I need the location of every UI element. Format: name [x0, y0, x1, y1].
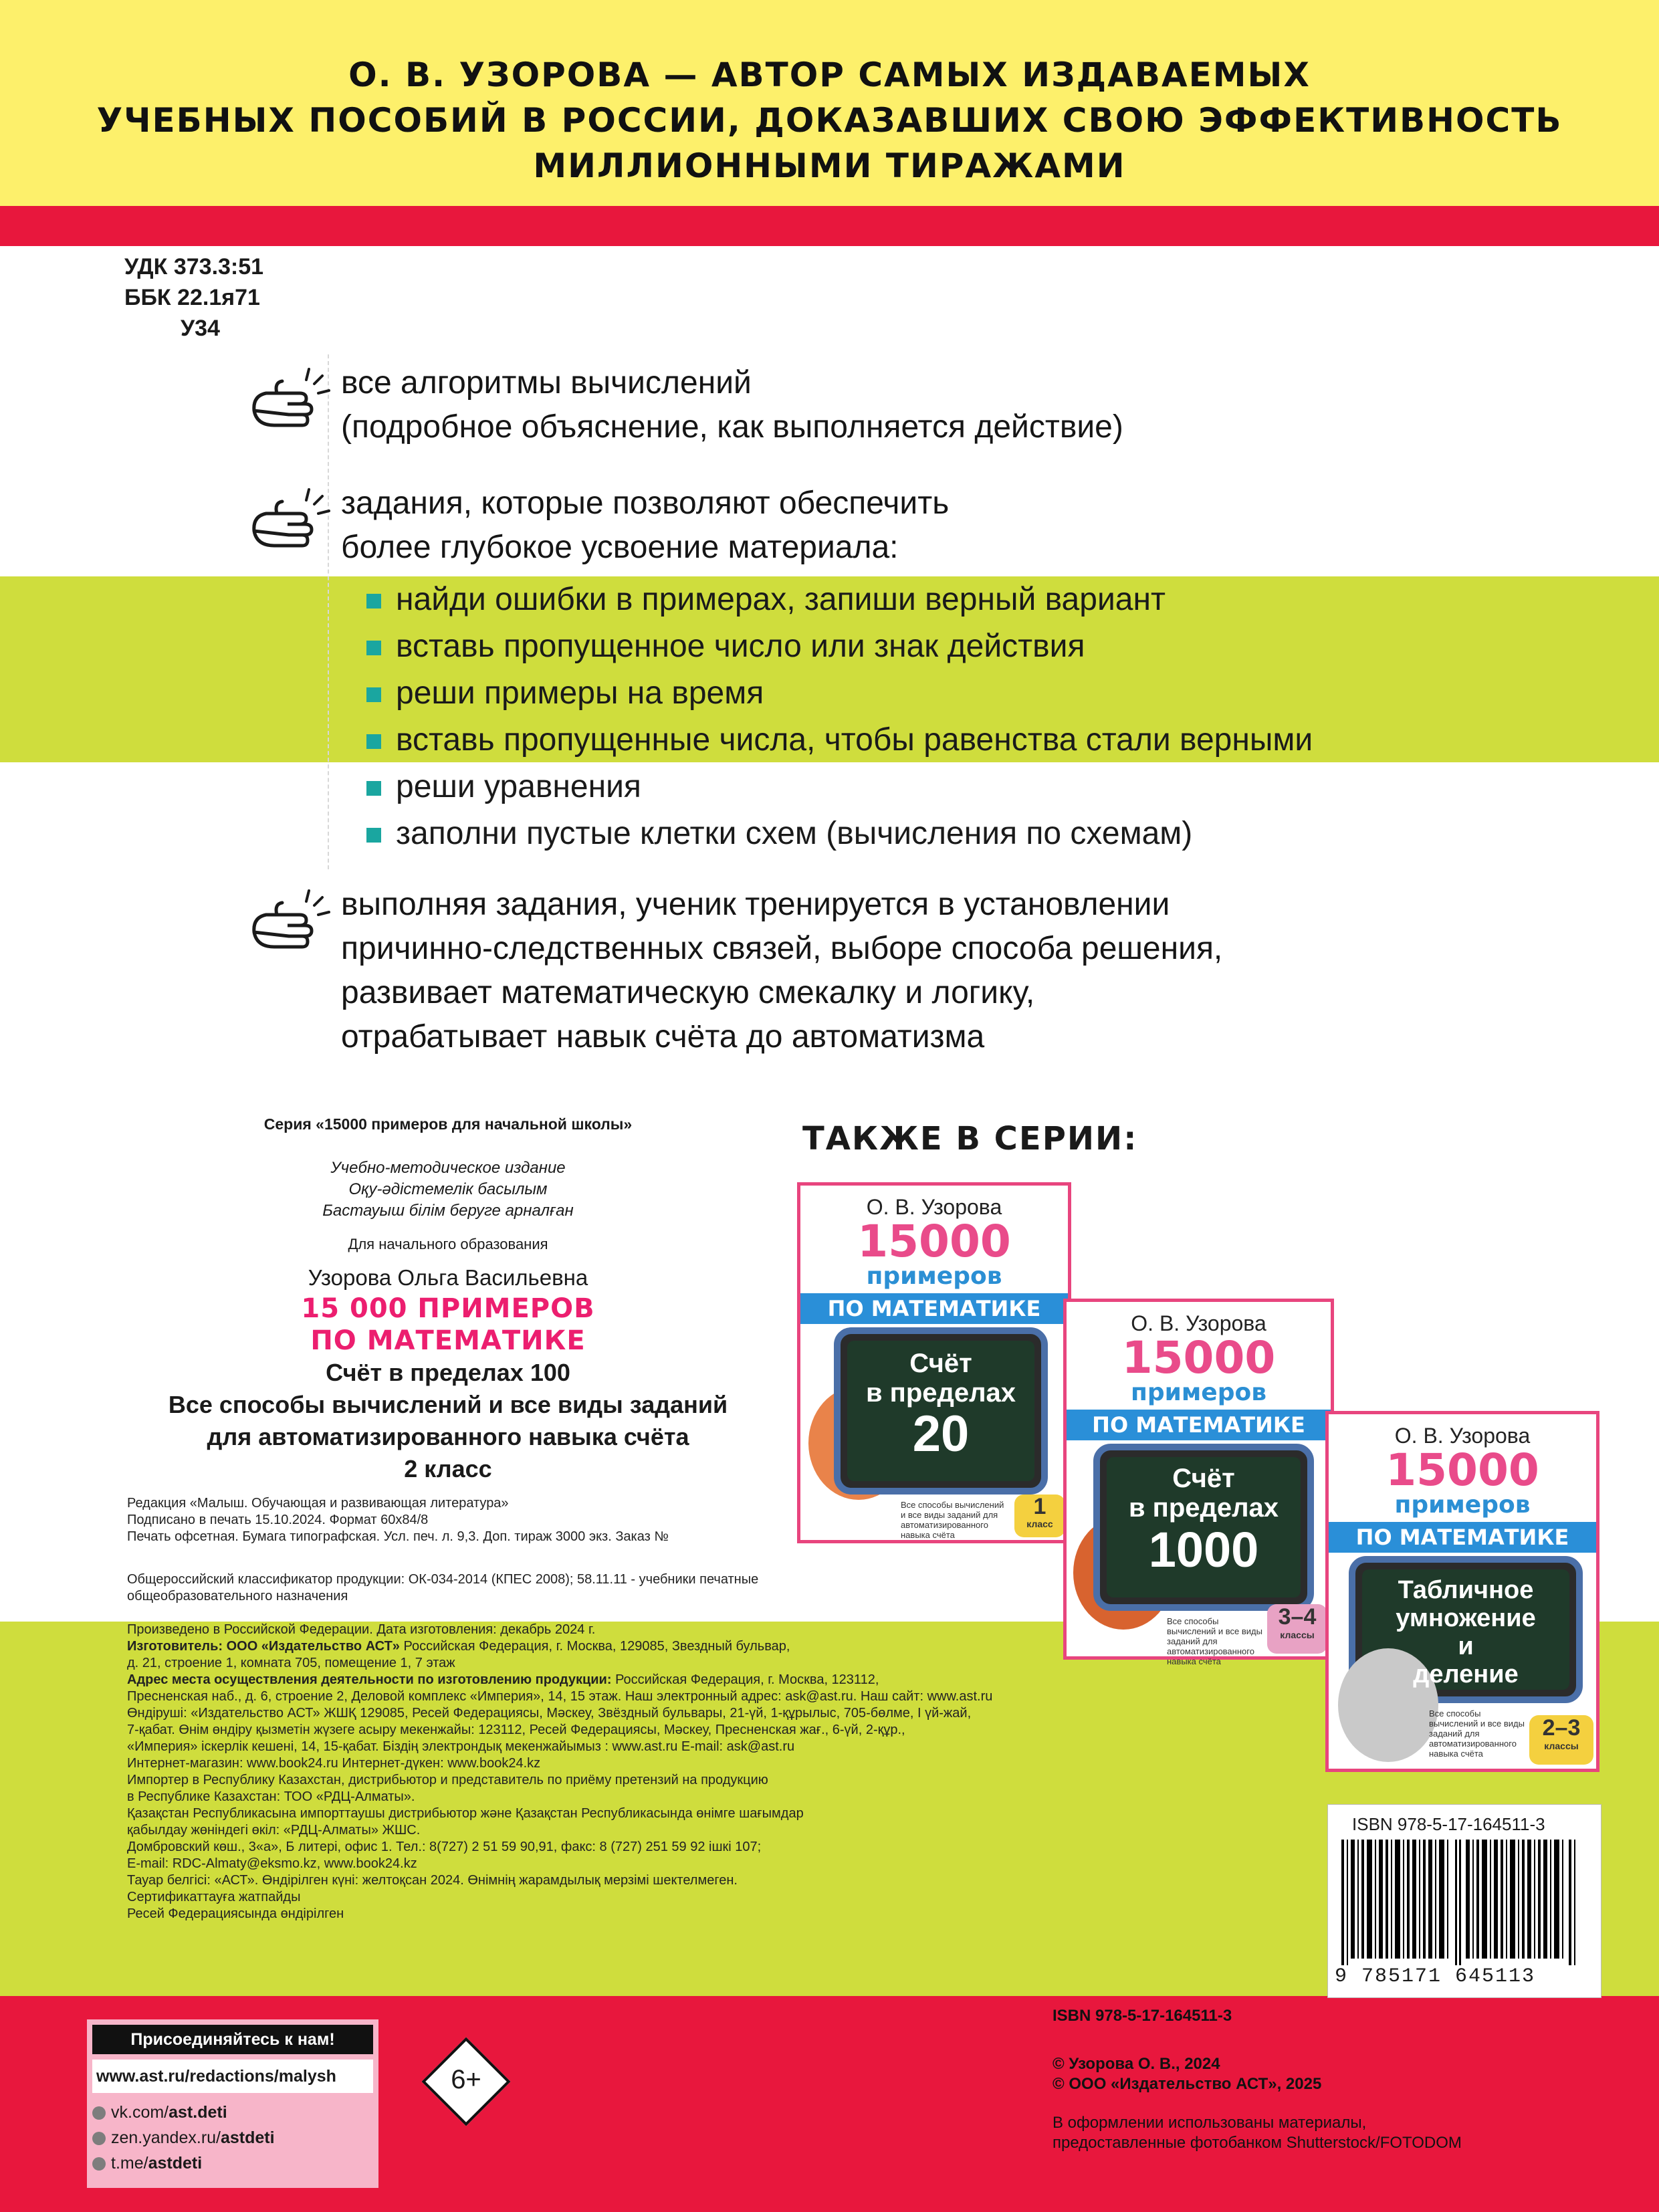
udk-code: УДК 373.3:51	[124, 254, 264, 280]
series-name: Серия «15000 примеров для начальной школы»	[263, 1115, 633, 1133]
manufacturer-label: Изготовитель: ООО «Издательство АСТ»	[127, 1639, 400, 1654]
grade-badge: 2–3 классы	[1529, 1715, 1593, 1765]
author-name: Узорова Ольга Васильевна	[308, 1265, 588, 1290]
author-sign: У34	[181, 316, 220, 341]
social-link-vk[interactable]: vk.com/ast.deti	[92, 2100, 373, 2125]
list-item: реши уравнения	[366, 764, 1313, 810]
product-classifier: Общероссийский классификатор продукции: ОК-034-2014 (КПЕС 2008); 58.11.11 - учебники печатные общеобразовательного назначения	[127, 1572, 759, 1603]
bullet-line: (подробное объяснение, как выполняется действие)	[341, 409, 1123, 445]
book-subtitle: для автоматизированного навыка счёта	[207, 1423, 689, 1450]
book-band: ПО МАТЕМАТИКЕ	[1329, 1522, 1596, 1553]
header-line: МИЛЛИОННЫМИ ТИРАЖАМИ	[533, 146, 1126, 185]
social-link-zen[interactable]: zen.yandex.ru/astdeti	[92, 2125, 373, 2150]
grade-badge: 3–4 классы	[1267, 1604, 1327, 1654]
book-word: примеров	[866, 1262, 1002, 1290]
tablet-illustration: Счёт в пределах 1000	[1093, 1444, 1314, 1611]
join-title: Присоединяйтесь к нам!	[92, 2025, 373, 2054]
edition-type: Оқу-әдістемелік басылым	[348, 1180, 548, 1198]
print-details: Редакция «Малыш. Обучающая и развивающая литература» Подписано в печать 15.10.2024. Формат 60x84/8 Печать офсетная. Бумага типографская. Усл. печ. л. 9,3. Доп. тираж 3000 экз. Заказ №	[127, 1496, 669, 1544]
book-number: 15000	[1121, 1332, 1276, 1384]
book-fine-print: Все способы вычислений и все виды заданий для автоматизированного навыка счёта	[1429, 1708, 1525, 1759]
bullet-line: отрабатывает навык счёта до автоматизма	[341, 1019, 985, 1055]
square-bullet-icon	[366, 734, 381, 749]
feature-bullet-tasks	[247, 481, 949, 570]
task-list	[366, 576, 1313, 857]
book-grade: 2 класс	[404, 1455, 492, 1482]
list-item: реши примеры на время	[366, 670, 1313, 717]
book-band: ПО МАТЕМАТИКЕ	[1067, 1410, 1331, 1440]
age-rating-badge	[423, 2038, 510, 2125]
book-number: 15000	[1386, 1444, 1539, 1496]
vk-icon	[92, 2106, 106, 2120]
barcode-digits: 9 785171 645113	[1335, 1965, 1536, 1988]
bullet-line: все алгоритмы вычислений	[341, 365, 752, 401]
header-slogan	[0, 52, 1659, 189]
feature-bullet-algorithms	[247, 361, 1123, 449]
header-line: УЧЕБНЫХ ПОСОБИЙ В РОССИИ, ДОКАЗАВШИХ СВОЮ ЭФФЕКТИВНОСТЬ	[96, 101, 1563, 140]
pointing-hand-icon	[247, 885, 334, 959]
pointing-hand-icon	[247, 484, 334, 558]
barcode-isbn-label: ISBN 978-5-17-164511-3	[1352, 1814, 1545, 1834]
bullet-line: причинно-следственных связей, выборе способа решения,	[341, 931, 1223, 966]
list-item: вставь пропущенные числа, чтобы равенства стали верными	[366, 717, 1313, 764]
social-link-telegram[interactable]: t.me/astdeti	[92, 2150, 373, 2176]
feature-bullet-skills	[247, 883, 1222, 1059]
tablet-illustration: Табличное умножение и деление	[1349, 1556, 1583, 1703]
copyright-author: © Узорова О. В., 2024	[1053, 2055, 1220, 2073]
bullet-line: выполняя задания, ученик тренируется в установлении	[341, 887, 1170, 922]
book-author: О. В. Узорова	[1131, 1311, 1266, 1335]
bullet-line: более глубокое усвоение материала:	[341, 530, 899, 565]
isbn-barcode	[1327, 1804, 1601, 1998]
red-stripe-top	[0, 206, 1659, 246]
square-bullet-icon	[366, 687, 381, 702]
grade-badge: 1 класс	[1014, 1495, 1065, 1537]
tablet-illustration: Счёт в пределах 20	[834, 1327, 1048, 1495]
image-credit: В оформлении использованы материалы,	[1053, 2114, 1367, 2132]
book-subtitle: Все способы вычислений и все виды заданий	[168, 1391, 728, 1418]
list-item: найди ошибки в примерах, запиши верный вариант	[366, 576, 1313, 623]
image-credit: предоставленные фотобанком Shutterstock/FOTODOM	[1053, 2134, 1462, 2152]
book-fine-print: Все способы вычислений и все виды заданий для автоматизированного навыка счёта	[901, 1500, 1004, 1540]
bullet-line: развивает математическую смекалку и логику,	[341, 975, 1035, 1010]
book-band: ПО МАТЕМАТИКЕ	[800, 1293, 1068, 1324]
zen-icon	[92, 2132, 106, 2145]
social-links-box	[87, 2019, 378, 2188]
book-word: примеров	[1394, 1491, 1531, 1519]
also-in-series-heading: ТАКЖЕ В СЕРИИ:	[802, 1120, 1138, 1157]
square-bullet-icon	[366, 828, 381, 843]
square-bullet-icon	[366, 641, 381, 655]
list-item: заполни пустые клетки схем (вычисления по схемам)	[366, 810, 1313, 857]
book-fine-print: Все способы вычислений и все виды заданий для автоматизированного навыка счёта	[1167, 1616, 1262, 1666]
imprint-block	[120, 1113, 776, 1485]
publisher-link[interactable]: www.ast.ru/redactions/malysh	[92, 2060, 373, 2093]
book-word: примеров	[1131, 1379, 1266, 1406]
book-title: ПО МАТЕМАТИКЕ	[310, 1325, 586, 1356]
header-line: О. В. УЗОРОВА — АВТОР САМЫХ ИЗДАВАЕМЫХ	[348, 56, 1311, 94]
book-author: О. В. Узорова	[866, 1195, 1002, 1219]
bbk-code: ББК 22.1я71	[124, 285, 260, 310]
edition-type: Учебно-методическое издание	[330, 1159, 566, 1177]
age-rating-label: 6+	[451, 2065, 481, 2094]
bullet-line: задания, которые позволяют обеспечить	[341, 485, 950, 521]
audience: Для начального образования	[348, 1236, 548, 1252]
address-label: Адрес места осуществления деятельности по изготовлению продукции:	[127, 1672, 612, 1687]
square-bullet-icon	[366, 594, 381, 609]
manufacturer-info: Произведено в Российской Федерации. Дата изготовления: декабрь 2024 г. Изготовитель: ООО «Издательство АСТ» Российская Федерация, г. Москва, 129085, Звездный бульвар, д. 21, строение 1, комната 705, помещение 1, 7 этаж Адрес места осуществления деятельности по изготовлению продукции: Российская Федерация, г. Москва, 123112, Пресненская наб., д. 6, строение 2, Деловой комплекс «Империя», 14, 15 этаж. Наш электронный адрес: ask@ast.ru. Наш сайт: www.ast.ru Өндіруші: «Издательство АСТ» ЖШҚ 129085, Ресей Федерациясы, Мәскеу, Звёздный бульвары, 21-үй, 1-құрылыс, 705-бөлме, I үй-жай, 7-қабат. Өнім өндіру қызметін жүзеге асыру мекенжайы: 123112, Ресей Федерациясы, Мәскеу, Пресненская жағ., 6-үй, 2-құр., «Империя» іскерлік кешені, 14, 15-қабат. Біздің электрондық мекенжайымыз : www.ast.ru E-mail: ask@ast.ru Интернет-магазин: www.book24.ru Интернет-дүкен: www.book24.kz Импортер в Республику Казахстан, дистрибьютор и представитель по приёму претензий на продукцию в Республике Казахстан: ТОО «РДЦ-Алматы». Қазақстан Республикасына импорттаушы дистрибьютор және Қазақстан Республикасында өнімге шағымдар қабылдау жөніндегі өкіл: «РДЦ-Алматы» ЖШС. Домбровский көш., 3«а», Б литері, офис 1. Тел.: 8(727) 2 51 59 90,91, факс: 8 (727) 251 59 92 ішкі 107; E-mail: RDC-Almaty@eksmo.kz, www.book24.kz Тауар белгісі: «АСТ». Өндірілген күні: желтоқсан 2024. Өнімнің жарамдылық мерзімі шектелмеген. Сертификаттауға жатпайды Ресей Федерациясында өндірілген	[127, 1622, 993, 1921]
copyright-isbn: ISBN 978-5-17-164511-3	[1053, 2007, 1232, 2025]
classification-codes	[124, 251, 263, 344]
book-author: О. В. Узорова	[1394, 1424, 1531, 1448]
series-book-cover-3[interactable]	[1325, 1411, 1599, 1772]
telegram-icon	[92, 2157, 106, 2171]
series-book-cover-2[interactable]	[1063, 1299, 1334, 1666]
pointing-hand-icon	[247, 364, 334, 437]
copyright-publisher: © ООО «Издательство АСТ», 2025	[1053, 2075, 1322, 2093]
list-item: вставь пропущенное число или знак действия	[366, 623, 1313, 670]
barcode-icon	[1341, 1840, 1589, 1965]
square-bullet-icon	[366, 781, 381, 796]
edition-type: Бастауыш білім беруге арналған	[322, 1202, 574, 1220]
series-book-cover-1[interactable]	[797, 1182, 1071, 1543]
book-title: 15 000 ПРИМЕРОВ	[301, 1293, 595, 1324]
book-number: 15000	[857, 1216, 1011, 1267]
book-subtitle: Счёт в пределах 100	[326, 1359, 570, 1386]
